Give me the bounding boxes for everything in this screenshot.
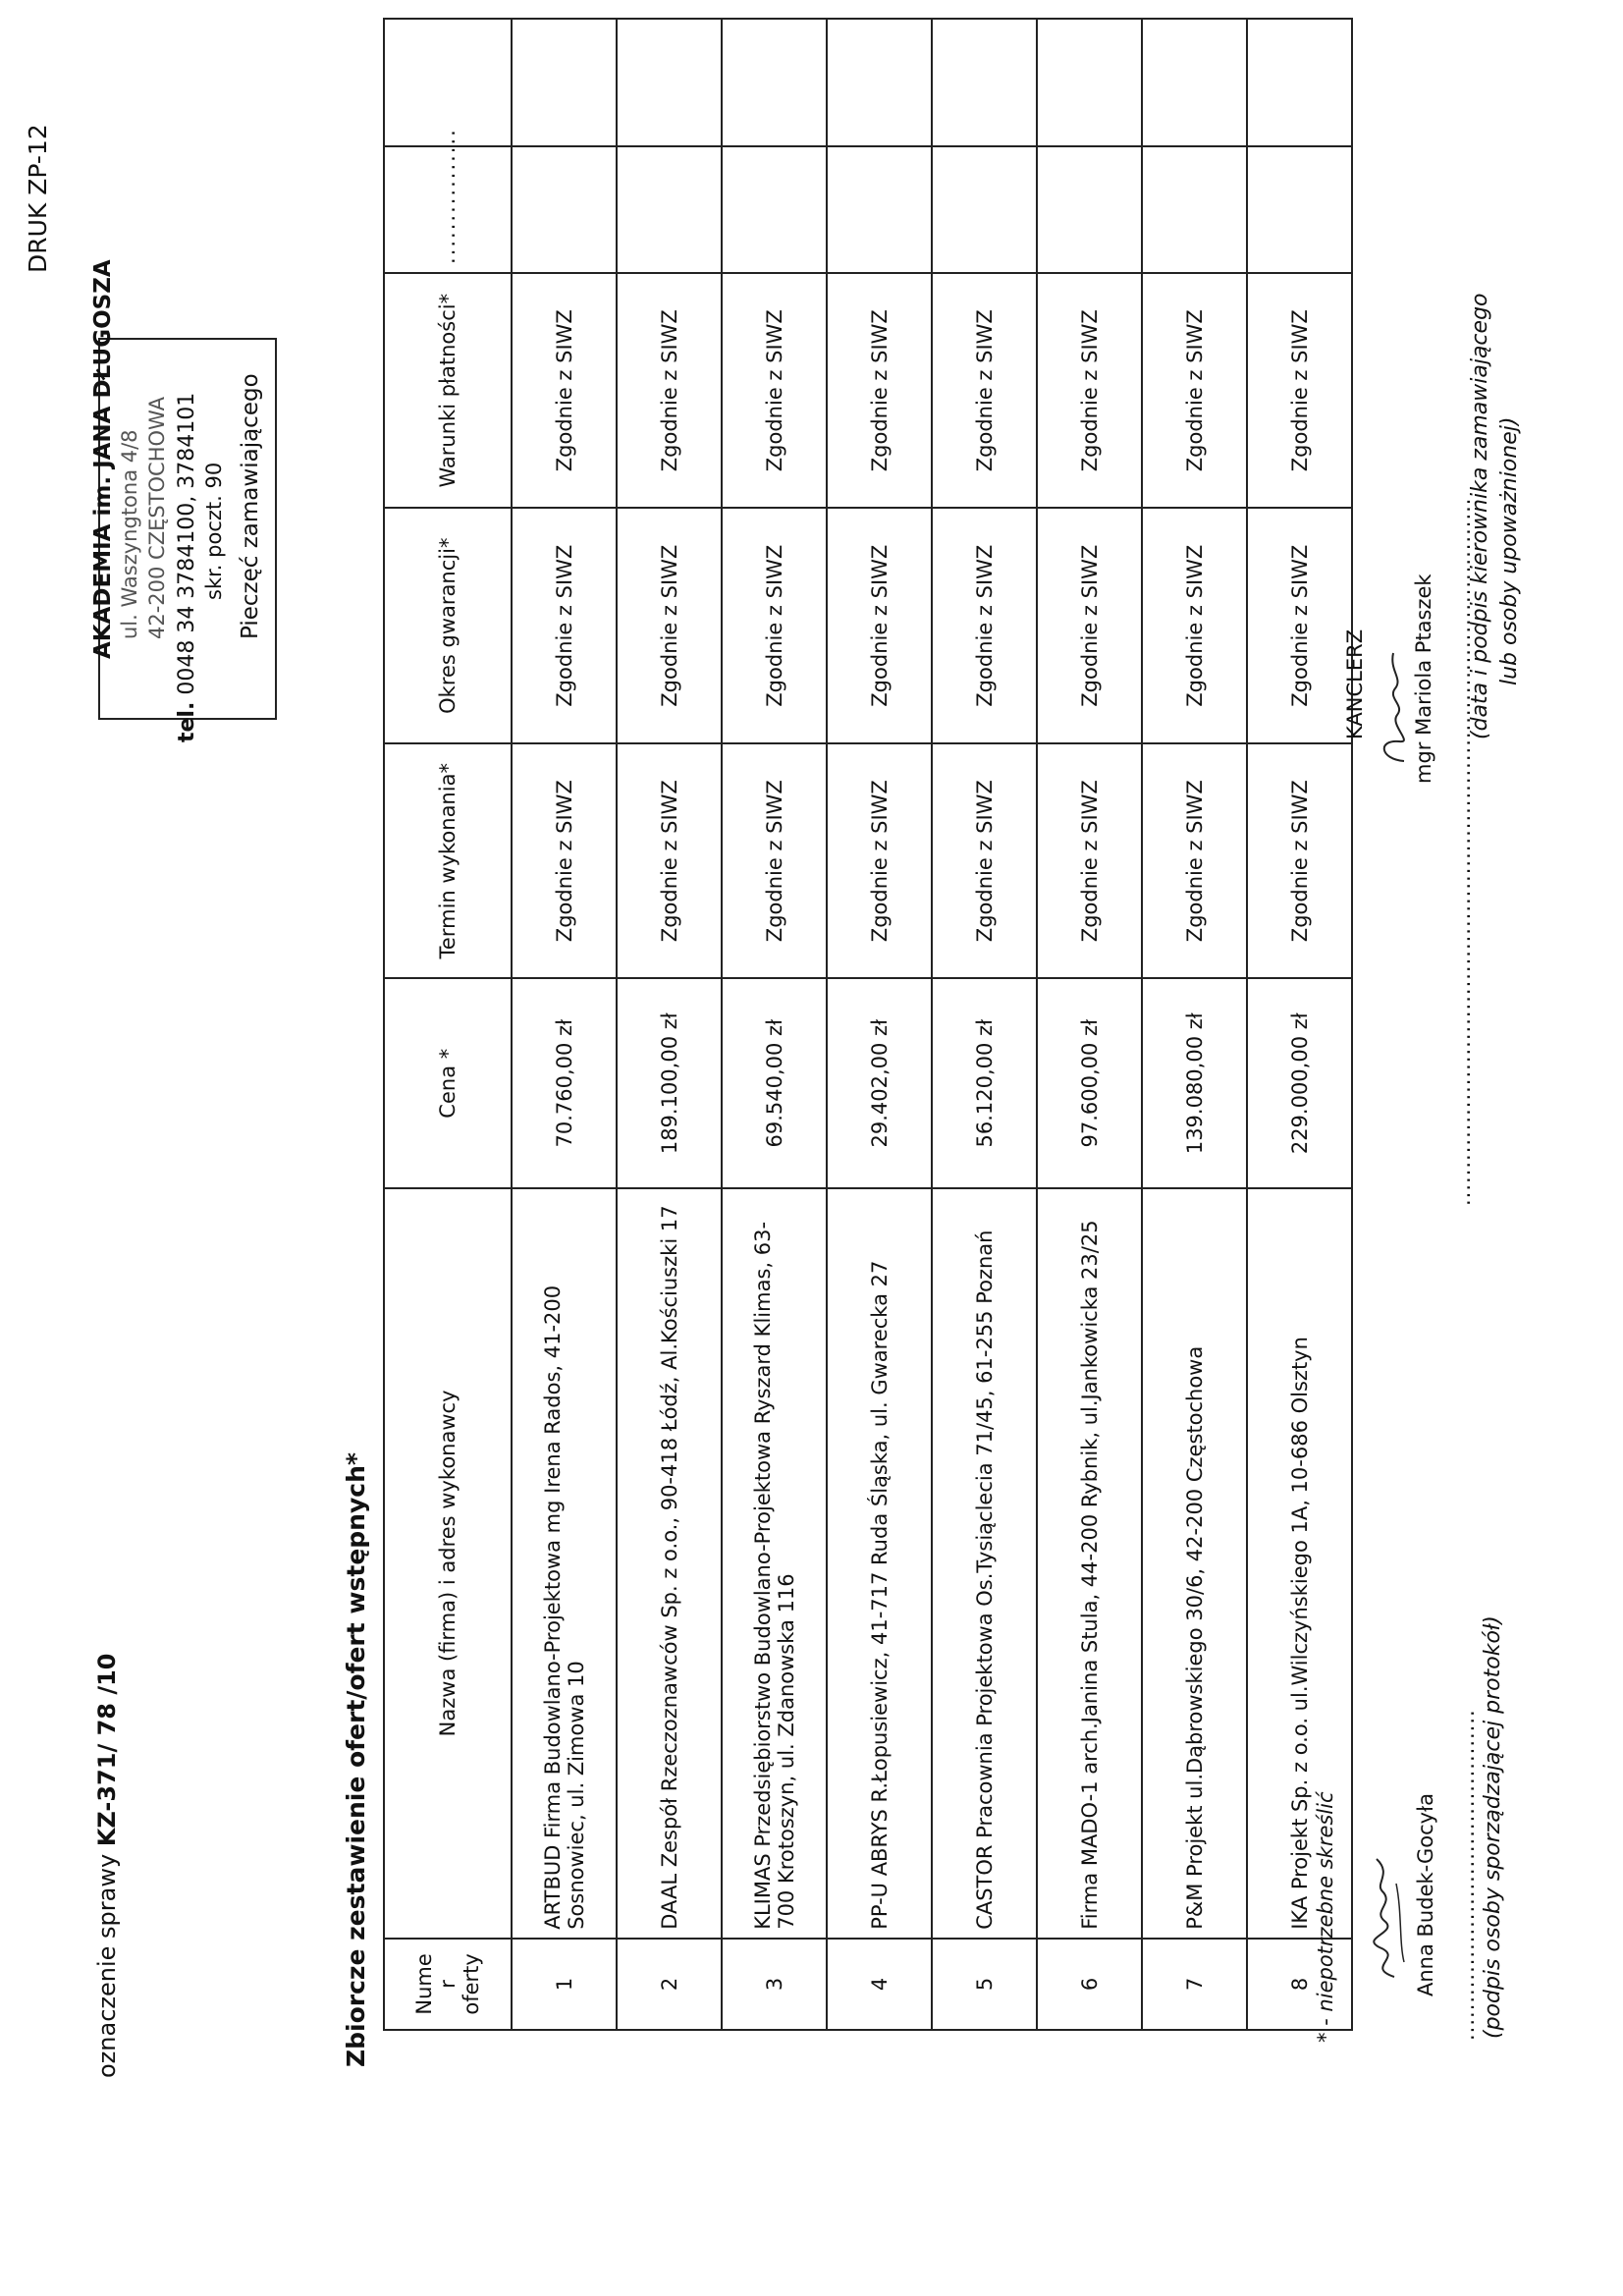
term-cell: Zgodnie z SIWZ [1142,743,1247,978]
term-cell: Zgodnie z SIWZ [722,743,827,978]
contractor-cell: IKA Projekt Sp. z o.o. ul.Wilczyńskiego 1A, 10-686 Olsztyn [1247,1188,1352,1939]
offer-number-cell: 8 [1247,1939,1352,2030]
contractor-cell: CASTOR Pracownia Projektowa Os.Tysiąclecia 71/45, 61-255 Poznań [932,1188,1037,1939]
stamp-pobox: skr. poczt. 90 [202,462,226,600]
right-signatory-title: KANCLERZ [1343,629,1367,739]
stamp-street: ul. Waszyngtona 4/8 [118,429,141,639]
table-row [1037,19,1142,2030]
offer-number-cell: 4 [827,1939,932,2030]
document-code: DRUK ZP-12 [24,124,52,273]
price-cell: 69.540,00 zł [722,978,827,1188]
warranty-cell: Zgodnie z SIWZ [1037,508,1142,742]
case-number: KZ-371/ 78 /10 [93,1653,121,1847]
payment-cell: Zgodnie z SIWZ [1037,273,1142,508]
term-cell: Zgodnie z SIWZ [1037,743,1142,978]
empty-cell [932,19,1037,146]
price-cell: 189.100,00 zł [617,978,722,1188]
offer-number-cell: 2 [617,1939,722,2030]
header-empty [384,19,512,146]
offer-number-cell: 6 [1037,1939,1142,2030]
table-row [512,19,617,2030]
extra-cell [1247,146,1352,273]
stamp-phone-label: tel. [175,701,199,742]
empty-cell [1247,19,1352,146]
empty-cell [512,19,617,146]
stamp-institution-name: AKADEMIA im. JANA DŁUGOSZA [90,259,116,659]
footnote: * - niepotrzebne skreślić [1314,1791,1337,2043]
payment-cell: Zgodnie z SIWZ [932,273,1037,508]
warranty-cell: Zgodnie z SIWZ [932,508,1037,742]
warranty-cell: Zgodnie z SIWZ [617,508,722,742]
price-cell: 97.600,00 zł [1037,978,1142,1188]
contractor-cell: DAAL Zespół Rzeczoznawców Sp. z o.o., 90-418 Łódź, Al.Kościuszki 17 [617,1188,722,1939]
offer-number-cell: 3 [722,1939,827,2030]
header-warranty: Okres gwarancji* [384,508,512,742]
table-row [1247,19,1352,2030]
table-row [932,19,1037,2030]
stamp-city: 42-200 CZĘSTOCHOWA [145,396,169,639]
price-cell: 229.000,00 zł [1247,978,1352,1188]
right-signature-caption-1: (data i podpis kierownika zamawiającego [1468,293,1492,739]
term-cell: Zgodnie z SIWZ [1247,743,1352,978]
warranty-cell: Zgodnie z SIWZ [827,508,932,742]
header-term: Termin wykonania* [384,743,512,978]
empty-cell [722,19,827,146]
term-cell: Zgodnie z SIWZ [827,743,932,978]
empty-cell [1037,19,1142,146]
left-signature-caption: (podpis osoby sporządzającej protokół) [1481,1615,1505,2039]
warranty-cell: Zgodnie z SIWZ [512,508,617,742]
header-offer-number: Nume r oferty [384,1939,512,2030]
empty-cell [617,19,722,146]
term-cell: Zgodnie z SIWZ [932,743,1037,978]
header-contractor: Nazwa (firma) i adres wykonawcy [384,1188,512,1939]
contractor-cell: P&M Projekt ul.Dąbrowskiego 30/6, 42-200 Częstochowa [1142,1188,1247,1939]
case-prefix: oznaczenie sprawy [93,1846,121,2078]
extra-cell [722,146,827,273]
price-cell: 70.760,00 zł [512,978,617,1188]
warranty-cell: Zgodnie z SIWZ [1247,508,1352,742]
offer-number-cell: 1 [512,1939,617,2030]
right-signature-caption-2: lub osoby upoważnionej) [1497,416,1522,685]
warranty-cell: Zgodnie z SIWZ [722,508,827,742]
contractor-cell: Firma MADO-1 arch.Janina Stula, 44-200 Rybnik, ul.Jankowicka 23/25 [1037,1188,1142,1939]
right-signatory-name: mgr Mariola Ptaszek [1412,574,1435,784]
stamp-phone [175,393,199,742]
case-number-label [93,1654,121,2079]
contractor-cell: ARTBUD Firma Budowlano-Projektowa mg Irena Rados, 41-200 Sosnowiec, ul. Zimowa 10 [512,1188,617,1939]
extra-cell [1037,146,1142,273]
header-payment: Warunki płatności* [384,273,512,508]
extra-cell [932,146,1037,273]
empty-cell [1142,19,1247,146]
price-cell: 29.402,00 zł [827,978,932,1188]
price-cell: 56.120,00 zł [932,978,1037,1188]
stamp-phone-number: 0048 34 3784100, 3784101 [175,392,199,702]
left-signature-line: ............................................ [1455,1709,1479,2041]
extra-cell [512,146,617,273]
header-price: Cena * [384,978,512,1188]
stamp-caption: Pieczęć zamawiającego [238,373,263,639]
left-signatory-name: Anna Budek-Gocyła [1414,1793,1437,1996]
empty-cell [827,19,932,146]
table-row [617,19,722,2030]
offer-number-cell: 7 [1142,1939,1247,2030]
price-cell: 139.080,00 zł [1142,978,1247,1188]
payment-cell: Zgodnie z SIWZ [1142,273,1247,508]
table-header-row [384,19,512,2030]
term-cell: Zgodnie z SIWZ [512,743,617,978]
term-cell: Zgodnie z SIWZ [617,743,722,978]
contractor-cell: KLIMAS Przedsiębiorstwo Budowlano-Projektowa Ryszard Klimas, 63-700 Krotoszyn, ul. Zdanowska 116 [722,1188,827,1939]
payment-cell: Zgodnie z SIWZ [827,273,932,508]
left-signature [1355,1844,1414,1982]
issuer-stamp [90,259,277,742]
table-row [722,19,827,2030]
right-signature-line: .............................................................................................. [1451,497,1475,1206]
payment-cell: Zgodnie z SIWZ [722,273,827,508]
offer-number-cell: 5 [932,1939,1037,2030]
warranty-cell: Zgodnie z SIWZ [1142,508,1247,742]
payment-cell: Zgodnie z SIWZ [1247,273,1352,508]
extra-cell [617,146,722,273]
summary-title: Zbiorcze zestawienie ofert/ofert wstępnych* [342,1452,370,2067]
header-blank: ................ [384,146,512,273]
payment-cell: Zgodnie z SIWZ [617,273,722,508]
payment-cell: Zgodnie z SIWZ [512,273,617,508]
table-row [827,19,932,2030]
offers-table [383,18,1353,2031]
extra-cell [827,146,932,273]
table-row [1142,19,1247,2030]
extra-cell [1142,146,1247,273]
contractor-cell: PP-U ABRYS R.Łopusiewicz, 41-717 Ruda Śląska, ul. Gwarecka 27 [827,1188,932,1939]
